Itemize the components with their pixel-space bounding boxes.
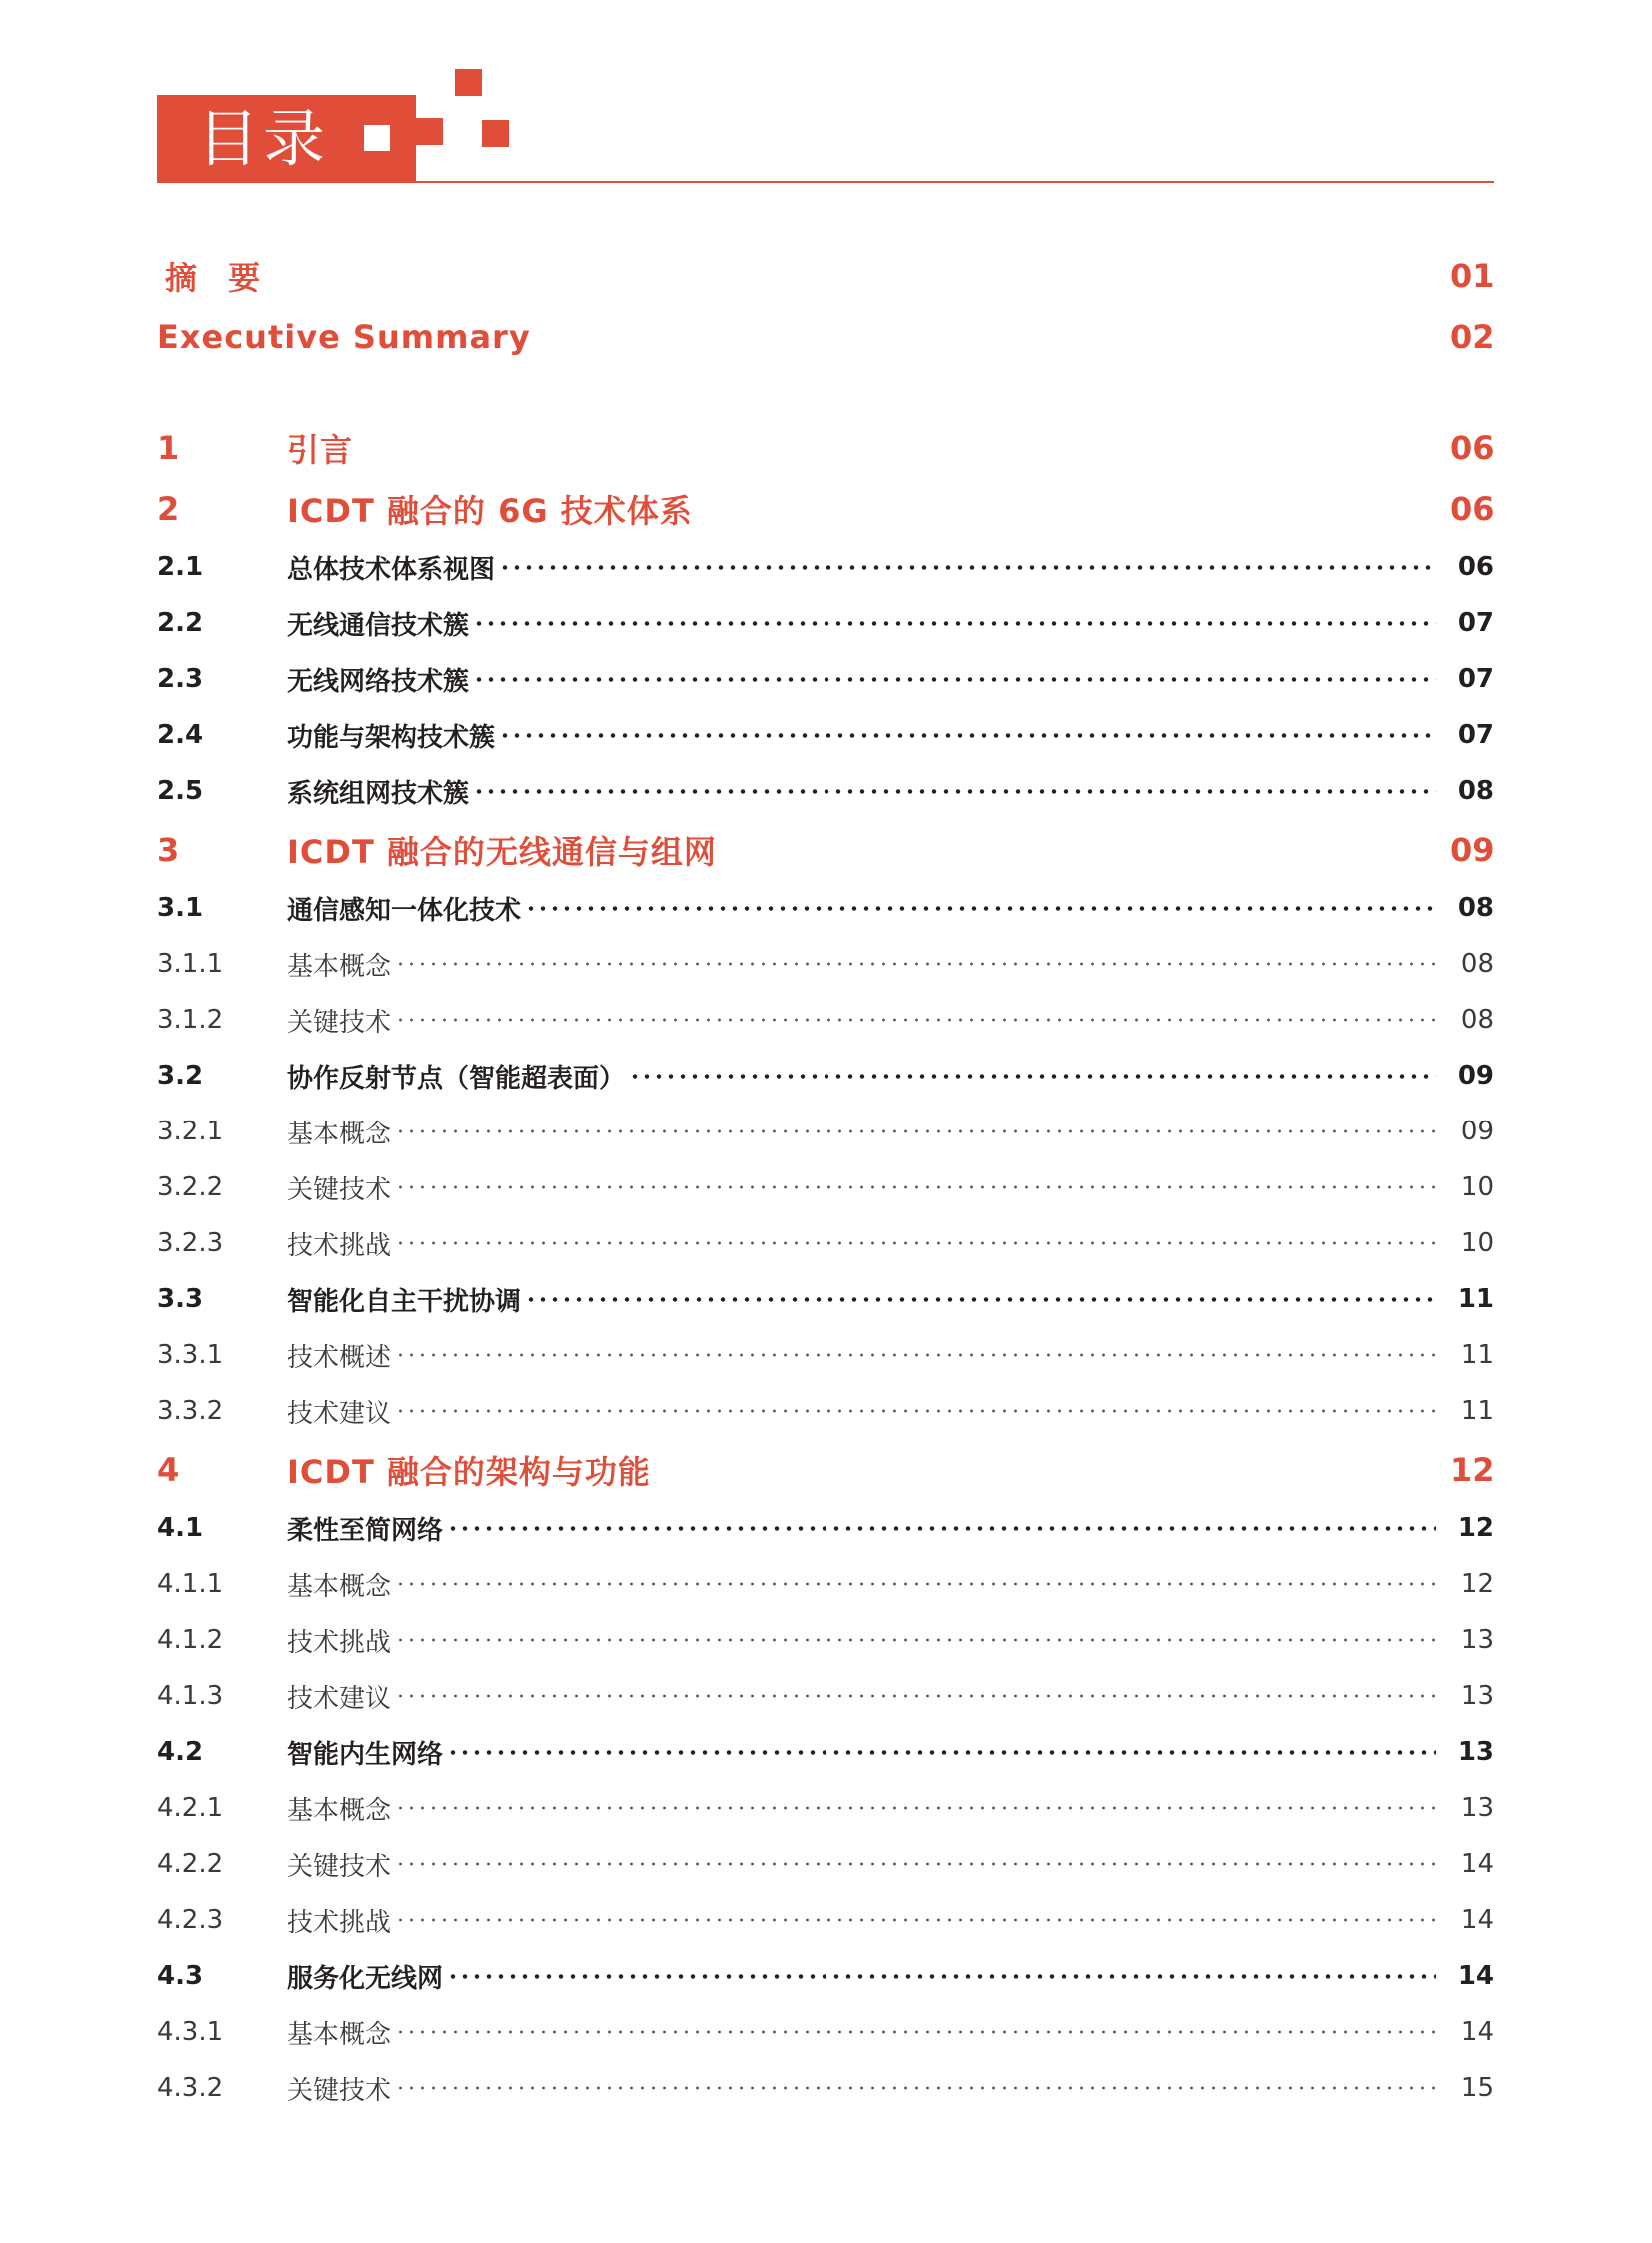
toc-entry-title: 无线通信技术簇	[287, 610, 470, 641]
toc-entry-number: 4.1	[157, 1513, 204, 1543]
toc-entry-number: 2	[157, 489, 180, 528]
toc-entry-number: 2.5	[157, 776, 204, 806]
toc-entry-title: 关键技术	[287, 1007, 392, 1038]
toc-entry-page: 10	[1460, 1172, 1494, 1202]
toc-section[interactable]	[157, 595, 1494, 651]
toc-entry-title: 柔性至简网络	[287, 1515, 444, 1546]
toc-entry-number: 3.1	[157, 893, 204, 923]
toc-section[interactable]	[157, 1500, 1494, 1556]
toc-subsection[interactable]	[157, 1215, 1494, 1271]
dot-leader	[395, 1129, 1436, 1133]
toc-section[interactable]	[157, 539, 1494, 595]
toc-subsection[interactable]	[157, 1892, 1494, 1948]
dot-leader	[395, 1638, 1436, 1642]
toc-chapter[interactable]	[157, 478, 1494, 539]
toc-subsection[interactable]	[157, 992, 1494, 1048]
table-of-contents	[157, 245, 1494, 2116]
toc-entry-title: 功能与架构技术簇	[287, 722, 496, 753]
dot-leader	[499, 565, 1436, 570]
header-rule	[157, 181, 1494, 183]
toc-entry-title: Executive Summary	[157, 317, 531, 356]
toc-entry-page: 06	[1457, 552, 1494, 582]
toc-section[interactable]	[157, 651, 1494, 707]
toc-entry-number: 4.3.1	[157, 2017, 224, 2047]
toc-entry-number: 3.3.2	[157, 1396, 224, 1426]
toc-entry-page: 14	[1460, 1849, 1494, 1879]
toc-entry-page: 01	[1450, 256, 1495, 295]
toc-entry-number: 2.2	[157, 608, 204, 638]
dot-leader	[395, 1862, 1436, 1866]
dot-leader	[395, 1241, 1436, 1245]
toc-entry-title: 总体技术体系视图	[287, 554, 496, 585]
toc-entry-number: 3.3.1	[157, 1340, 224, 1370]
toc-subsection[interactable]	[157, 1159, 1494, 1215]
toc-entry-title: 智能内生网络	[287, 1739, 444, 1770]
toc-entry-page: 07	[1457, 608, 1494, 638]
toc-entry-number: 3.2.2	[157, 1172, 224, 1202]
toc-entry-page: 12	[1457, 1513, 1494, 1543]
decor-square	[416, 118, 443, 145]
toc-front-entry[interactable]	[157, 306, 1494, 367]
toc-entry-page: 15	[1460, 2073, 1494, 2103]
toc-entry-number: 4	[157, 1450, 180, 1489]
toc-entry-number: 4.3.2	[157, 2073, 224, 2103]
toc-section[interactable]	[157, 1724, 1494, 1780]
dot-leader	[395, 1582, 1436, 1586]
toc-entry-title: 摘 要	[165, 258, 271, 297]
dot-leader	[525, 906, 1436, 911]
toc-section[interactable]	[157, 880, 1494, 936]
toc-entry-page: 08	[1460, 949, 1494, 979]
toc-entry-number: 3.2	[157, 1061, 204, 1091]
toc-entry-number: 4.1.1	[157, 1569, 224, 1599]
toc-entry-page: 07	[1457, 720, 1494, 750]
dot-leader	[395, 1018, 1436, 1022]
decor-square	[455, 69, 482, 96]
toc-entry-page: 12	[1460, 1569, 1494, 1599]
toc-entry-page: 11	[1460, 1340, 1494, 1370]
toc-entry-page: 08	[1460, 1005, 1494, 1035]
decor-square	[482, 120, 509, 147]
toc-entry-page: 09	[1460, 1117, 1494, 1146]
toc-entry-title: 技术概述	[287, 1342, 392, 1373]
toc-entry-number: 4.2.3	[157, 1905, 224, 1935]
toc-entry-page: 09	[1450, 830, 1495, 869]
toc-section[interactable]	[157, 763, 1494, 819]
toc-entry-title: ICDT 融合的 6G 技术体系	[287, 491, 693, 530]
toc-subsection[interactable]	[157, 936, 1494, 992]
toc-entry-number: 3.2.1	[157, 1117, 224, 1146]
toc-entry-page: 09	[1457, 1061, 1494, 1091]
toc-entry-page: 06	[1450, 428, 1495, 467]
toc-front-entry[interactable]	[157, 245, 1494, 306]
spacer	[157, 367, 1494, 417]
toc-entry-number: 4.2	[157, 1737, 204, 1767]
toc-entry-number: 2.3	[157, 664, 204, 694]
toc-entry-title: 通信感知一体化技术	[287, 895, 522, 926]
dot-leader	[629, 1074, 1436, 1079]
toc-entry-number: 3.1.1	[157, 949, 224, 979]
dot-leader	[395, 1694, 1436, 1698]
toc-entry-page: 11	[1460, 1396, 1494, 1426]
toc-subsection[interactable]	[157, 1836, 1494, 1892]
dot-leader	[395, 1353, 1436, 1357]
toc-header	[157, 93, 1494, 185]
toc-entry-title: 基本概念	[287, 2019, 392, 2050]
toc-entry-page: 14	[1460, 1905, 1494, 1935]
toc-entry-title: 智能化自主干扰协调	[287, 1286, 522, 1317]
toc-entry-title: 基本概念	[287, 1119, 392, 1149]
toc-entry-title: 关键技术	[287, 1851, 392, 1882]
toc-entry-number: 4.1.2	[157, 1625, 224, 1655]
toc-subsection[interactable]	[157, 1780, 1494, 1836]
toc-entry-page: 02	[1450, 317, 1495, 356]
toc-entry-page: 07	[1457, 664, 1494, 694]
toc-entry-page: 08	[1457, 893, 1494, 923]
toc-entry-title: 技术建议	[287, 1398, 392, 1429]
toc-entry-title: 技术挑战	[287, 1907, 392, 1938]
dot-leader	[395, 2030, 1436, 2034]
toc-entry-title: 服务化无线网	[287, 1963, 444, 1994]
decor-square-inner	[364, 125, 390, 151]
toc-entry-title: 无线网络技术簇	[287, 666, 470, 697]
dot-leader	[525, 1297, 1436, 1302]
toc-subsection[interactable]	[157, 2004, 1494, 2060]
dot-leader	[473, 677, 1436, 682]
toc-chapter[interactable]	[157, 1439, 1494, 1500]
toc-subsection[interactable]	[157, 1104, 1494, 1159]
toc-entry-page: 13	[1460, 1681, 1494, 1711]
toc-entry-title: 基本概念	[287, 1795, 392, 1826]
dot-leader	[395, 1409, 1436, 1413]
dot-leader	[447, 1750, 1436, 1755]
toc-entry-title: ICDT 融合的架构与功能	[287, 1452, 651, 1491]
toc-entry-number: 4.2.1	[157, 1793, 224, 1823]
dot-leader	[499, 733, 1436, 738]
dot-leader	[395, 1185, 1436, 1189]
toc-entry-number: 3	[157, 830, 180, 869]
toc-entry-number: 4.2.2	[157, 1849, 224, 1879]
toc-subsection[interactable]	[157, 1327, 1494, 1383]
toc-entry-title: 技术挑战	[287, 1627, 392, 1658]
toc-subsection[interactable]	[157, 2060, 1494, 2116]
dot-leader	[473, 789, 1436, 794]
dot-leader	[395, 962, 1436, 966]
toc-subsection[interactable]	[157, 1383, 1494, 1439]
toc-entry-page: 11	[1457, 1284, 1494, 1314]
toc-entry-title: 协作反射节点（智能超表面）	[287, 1063, 626, 1094]
dot-leader	[473, 621, 1436, 626]
toc-section[interactable]	[157, 707, 1494, 763]
toc-chapter[interactable]	[157, 417, 1494, 478]
toc-entry-page: 12	[1450, 1450, 1495, 1489]
toc-entry-page: 06	[1450, 489, 1495, 528]
toc-entry-title: 关键技术	[287, 1174, 392, 1205]
toc-entry-page: 13	[1460, 1625, 1494, 1655]
toc-entry-number: 2.4	[157, 720, 204, 750]
toc-entry-number: 2.1	[157, 552, 204, 582]
toc-entry-title: ICDT 融合的无线通信与组网	[287, 832, 717, 871]
dot-leader	[395, 1918, 1436, 1922]
toc-entry-page: 10	[1460, 1228, 1494, 1258]
dot-leader	[447, 1526, 1436, 1531]
toc-entry-number: 3.2.3	[157, 1228, 224, 1258]
toc-entry-title: 引言	[287, 430, 354, 469]
toc-entry-page: 13	[1460, 1793, 1494, 1823]
toc-chapter[interactable]	[157, 819, 1494, 880]
dot-leader	[395, 1806, 1436, 1810]
toc-subsection[interactable]	[157, 1612, 1494, 1668]
page-title: 目录	[157, 95, 416, 183]
toc-entry-page: 13	[1457, 1737, 1494, 1767]
toc-entry-number: 4.3	[157, 1961, 204, 1991]
toc-entry-title: 技术建议	[287, 1683, 392, 1714]
toc-subsection[interactable]	[157, 1668, 1494, 1724]
toc-entry-title: 技术挑战	[287, 1230, 392, 1261]
toc-entry-title: 基本概念	[287, 1571, 392, 1602]
toc-entry-number: 3.1.2	[157, 1005, 224, 1035]
toc-entry-title: 基本概念	[287, 951, 392, 982]
dot-leader	[395, 2086, 1436, 2090]
toc-subsection[interactable]	[157, 1556, 1494, 1612]
toc-section[interactable]	[157, 1048, 1494, 1104]
toc-entry-number: 4.1.3	[157, 1681, 224, 1711]
toc-section[interactable]	[157, 1948, 1494, 2004]
toc-entry-number: 3.3	[157, 1284, 204, 1314]
dot-leader	[447, 1974, 1436, 1979]
toc-entry-page: 14	[1457, 1961, 1494, 1991]
toc-entry-number: 1	[157, 428, 180, 467]
toc-entry-page: 14	[1460, 2017, 1494, 2047]
toc-entry-title: 系统组网技术簇	[287, 778, 470, 809]
toc-section[interactable]	[157, 1271, 1494, 1327]
toc-entry-title: 关键技术	[287, 2075, 392, 2106]
toc-entry-page: 08	[1457, 776, 1494, 806]
